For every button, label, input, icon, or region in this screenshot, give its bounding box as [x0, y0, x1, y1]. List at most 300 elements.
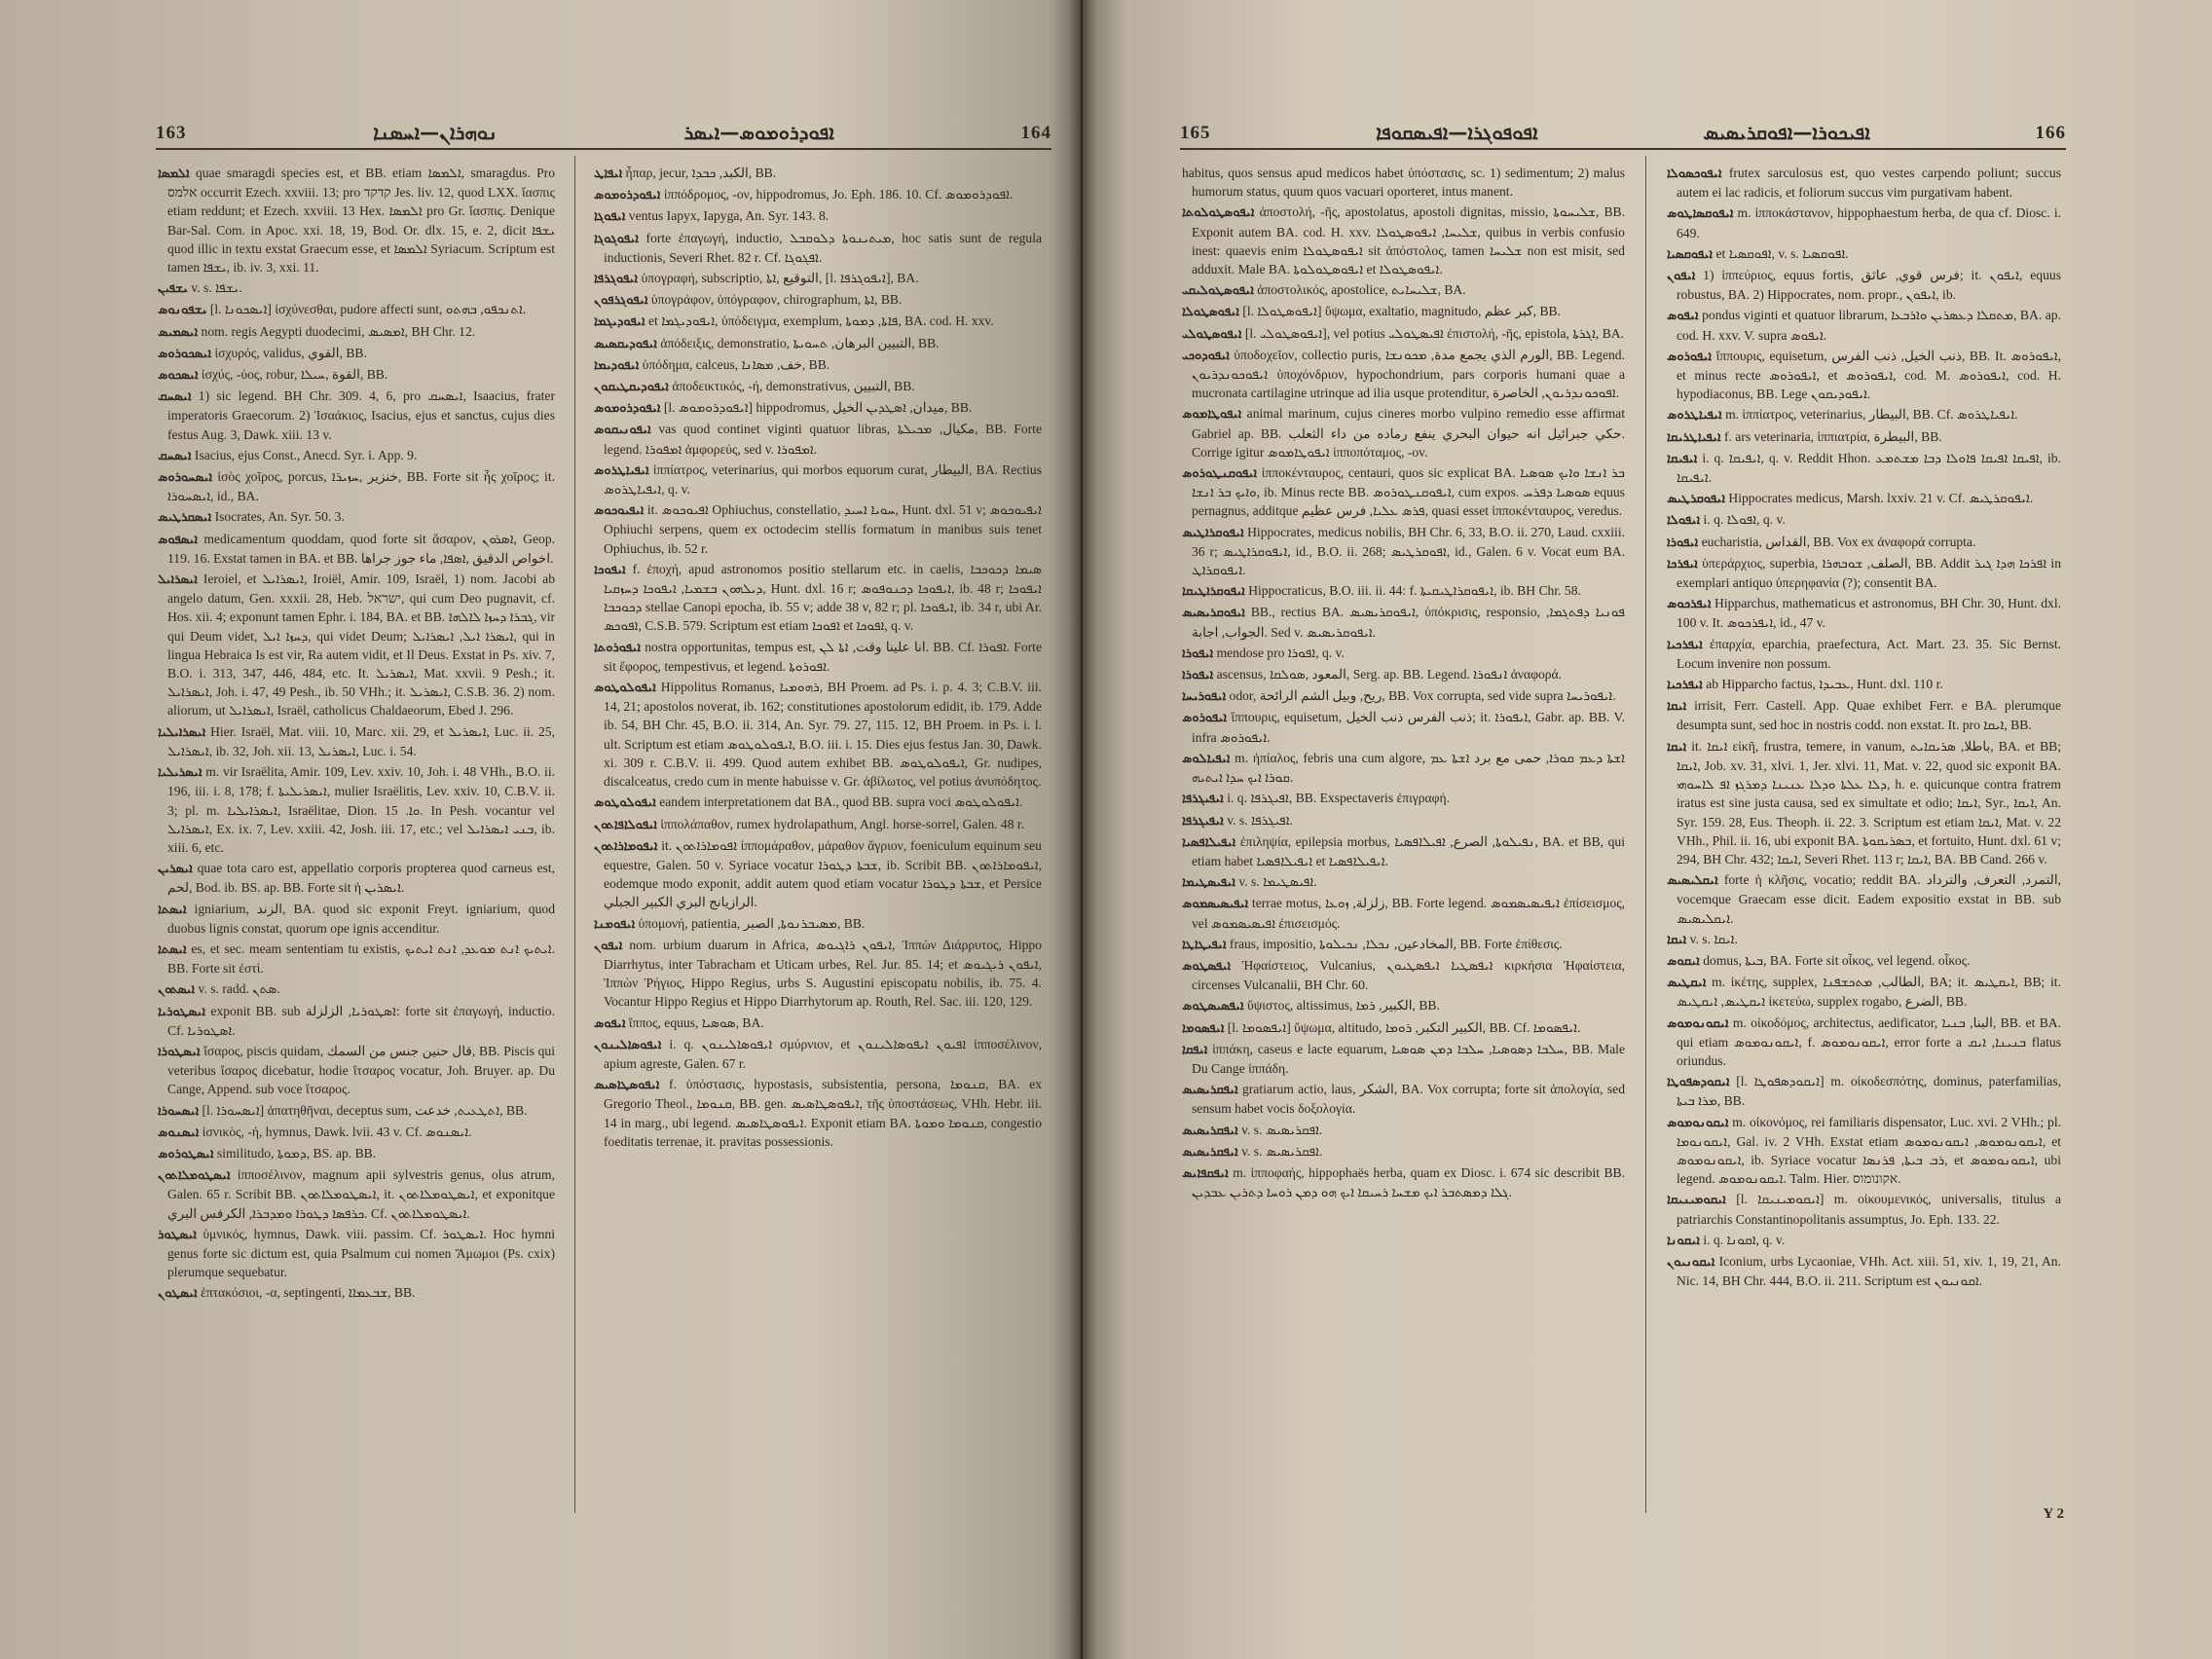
entry-definition: v. s. ܐܦܝܣܛܝܡܐ.	[1238, 874, 1317, 890]
dictionary-entry	[1182, 686, 1625, 706]
dictionary-entry	[1182, 164, 1625, 201]
entry-definition: forte ἐπαγωγή, inductio, ܡܝܬܝܢܘܬܐ ܕܠܘܩܒܠ, hoc satis sunt de regula inductionis, Severi Rhet. 82 r. Cf. ܐܦܓܘܓܐ.	[604, 230, 1042, 265]
dictionary-entry	[158, 278, 555, 298]
dictionary-entry	[1667, 347, 2061, 404]
entry-definition: m. ἠπίαλος, febris una cum algore, ܐܫܬܐ ܕܥܡ ܩܘܪܐ, حمى مع برد ܐܫܬܐ ܥܡ ܩܘܪܐ ܐܝܟ ܚܕܐ ܐܝܬܝܗ.	[1192, 750, 1625, 786]
dictionary-entry	[1182, 872, 1625, 892]
entry-headword: ܐܝܦܘܩܢܛܘܪܘܣ	[1182, 466, 1258, 482]
dictionary-entry	[158, 762, 555, 857]
entry-headword: ܐܝܦܘܩܪܐܛܝܩܐ	[1182, 584, 1245, 600]
entry-headword: ܐܝܦܘܕܝܩܛܝܩܘܢ	[594, 380, 669, 395]
entry-definition: 1) sic legend. BH Chr. 309. 4, 6, pro ܐܝܣܚܩ, Isaacius, frater imperatoris Graecorum. 2) Ἰσαάκιος, Isacius, ejus et sanctus, cujus dies festus Aug. 3, Dawk. xiii. 13 v.	[167, 388, 555, 442]
entry-definition: [l. ܐܝܩܘܕܣܦܘܛܐ] m. οἰκοδεσπότης, dominus, paterfamilias, ܡܪܐ ܒܝܬܐ, BB.	[1677, 1074, 2061, 1109]
right-page-header	[1180, 105, 2066, 144]
dictionary-entry	[158, 1101, 555, 1121]
dictionary-entry	[1182, 894, 1625, 932]
dictionary-entry	[1667, 244, 2061, 264]
entry-headword: ܐܝܦܘܓܪܦܘܢ	[594, 293, 648, 309]
entry-headword: ܐܝܣܛܘܢ	[158, 1286, 198, 1302]
dictionary-entry	[1182, 1040, 1625, 1078]
entry-definition: ὑπογραφή, subscriptio, التوقيع ,ܐܬܐ, [l. ܐܝܦܘܓܪܦܐ], BA.	[641, 271, 919, 286]
entry-headword: ܐܝܦܘܟܣܘܠܐ	[1667, 166, 1722, 181]
dictionary-entry	[594, 377, 1042, 396]
entry-definition: animal marinum, cujus cineres morbo vulpino remedio esse affirmat Gabriel ap. BB. حكي جبرائيل انه حيوان البحري ينفع رماده من داء الثعلب. Corrige igitur ܐܝܦܘܛܐܡܘܣ ἱπποπόταμος, -ov.	[1192, 406, 1625, 460]
entry-definition: ὑπόδημα, calceus, خف, ܡܣܐܢܐ, BB.	[642, 356, 830, 372]
entry-definition: Hippolitus Romanus, ܪܗܘܡܝܐ, BH Proem. ad Ps. i. p. 4. 3; C.B.V. iii. 14, 21; apostolos noverat, ib. 162; constitutiones apostolorum edidit, ib. 179. Adde ib. 54, BH Chr. 45, B.O. ii. 314, An. Syr. 79. 27, 115. 12, BH Proem. in Ps. i. l. ult. Scriptum est etiam ܐܝܦܘܠܘܛܘܣ, B.O. iii. i. 15. Dies ejus festus Jan. 30, Dawk. xi. 309 r. C.B.V. ii. 499. Quod autem exhibet BB. ܐܝܦܘܠܘܛܘܣ, Gr. nudipes, discalceatus, credo cum in mente habuisse v. Gr. ἀβίλωτος, vel potius ἀνυπόδητος.	[604, 680, 1042, 790]
dictionary-entry	[594, 936, 1042, 1012]
entry-definition: et ܐܝܦܘܕܝܓܡܐ, ὑπόδειγμα, exemplum, ܦܐܬܐ, ܕܡܘܬܐ, BA. cod. H. xxv.	[647, 313, 994, 329]
entry-headword: ܐܝܩܐ	[1667, 739, 1687, 755]
dictionary-entry	[1182, 708, 1625, 746]
entry-definition: ὑποδοχεῖον, collectio puris, الورم الذي يجمع مدة, ܡܟܘܢܫܐ, BB. Legend. ܐܝܦܘܟܘܢܕܪܝܘܢ ὑποχόνδριον, hypochondrium, pars corporis humani quae a mucronata cartilagine utrinque ad ilia usque protenditur, ܐܦܘܟܘܢܕܪܝܘܢ, الخاصرة.	[1192, 347, 1625, 401]
dictionary-entry	[594, 678, 1042, 791]
dictionary-entry	[594, 355, 1042, 375]
entry-definition: ἵππος, equus, ܣܘܣܝܐ, BA.	[628, 1014, 764, 1030]
entry-definition: ὑπεράρχιος, superbia, الصلف, ܫܘܒܗܪܐ, BB. Addit ܐܦܪܟܐ ܗܕܐ ܓܝܪ in exemplari antiquo ὑπερηφανία (?); consentit BA.	[1677, 555, 2061, 591]
entry-headword: ܐܝܣܛܘܪ	[158, 1227, 197, 1242]
dictionary-entry	[1667, 266, 2061, 304]
entry-definition: Ἡφαίστειος, Vulcanius, ܐܝܦܣܛܝܐ ܐܝܦܣܛܝܘܢ κιρκήσια Ἡφαίστεια, circenses Vulcanalii, BH Chr. 60.	[1192, 957, 1625, 993]
dictionary-entry	[158, 1042, 555, 1099]
entry-definition: et ܐܦܘܩܣܝܐ, v. s. ܐܦܘܩܣܝܐ.	[1715, 245, 1849, 261]
dictionary-entry	[1182, 1080, 1625, 1118]
running-head-166: ܐܦܝܟܘܪܐ—ܐܦܘܩܪܝܣܝܣ	[1703, 121, 1870, 144]
entry-headword: ܐܝܣܟܘܣ	[158, 368, 199, 384]
entry-headword: ܐܝܦܘܕܪܘܡܘܣ	[594, 401, 661, 417]
dictionary-entry	[1667, 1113, 2061, 1189]
dictionary-entry	[158, 1123, 555, 1142]
dictionary-entry	[1667, 203, 2061, 241]
dictionary-entry	[1667, 306, 2061, 344]
entry-headword: ܐܝܦܪܟܘܣ	[1667, 597, 1712, 612]
entry-definition: medicamentum quoddam, quod forte sit ἄσαρον, ܐܣܪܘܢ, Geop. 119. 16. Exstat tamen in BA. et BB. اخواص الدقيق ,ܐܣܦܐ, ماء جوز جراها.	[167, 531, 555, 566]
entry-definition: [l. ܐܝܦܘܣܛܘܠܐ] ὕψωμα, exaltatio, magnitudo, كبر عظم, BB.	[1242, 304, 1561, 319]
entry-headword: ܐܝܦܘܢ	[594, 938, 623, 953]
running-head-164: ܐܦܘܕܪܘܡܘܣ—ܐܝܣܪ	[683, 121, 834, 144]
column-divider	[574, 156, 575, 1513]
left-page-header	[156, 105, 1051, 144]
entry-definition: ventus Iapyx, Iapyga, An. Syr. 143. 8.	[628, 208, 830, 224]
entry-headword: ܐܝܦܘܕܝܓܡܐ	[594, 314, 645, 330]
entry-headword: ܐܝܣܚܩ	[158, 448, 192, 463]
entry-headword: ܐܝܦܘܣܛܘܠܘܬܐ	[1182, 205, 1255, 221]
entry-definition: frutex sarculosus est, quo vestes carpendo poliunt; succus autem ei lac radicis, et foliorum succus vim purgativam habent.	[1677, 166, 2061, 201]
entry-headword: ܐܝܣܦܘܣ	[158, 532, 199, 547]
dictionary-entry	[158, 1165, 555, 1223]
dictionary-entry	[1667, 510, 2061, 530]
entry-headword: ܐܝܦܘܡܢܐ	[594, 916, 636, 932]
entry-headword: ܐܝܩܛܝܣ	[1667, 976, 1707, 991]
entry-headword: ܐܝܦܝܠܐܦܣܝܐ	[1182, 834, 1236, 850]
entry-headword: ܐܝܩܘܢܘܡܘܣ	[1667, 1115, 1729, 1130]
dictionary-entry	[158, 467, 555, 505]
entry-definition: ὑμνικός, hymnus, Dawk. viii. passim. Cf. ܐܝܣܛܘܪ. Hoc hymni genus forte sic dictum est, quia Psalmum cui nomen Ἄμωμοι (Ps. cxix) plerumque sequebatur.	[167, 1226, 555, 1280]
entry-definition: i. q. ܐܝܦܝܩܐ, q. v. Reddit Hhon. ܐܦܝܩܐ ܐܦܝܩܐ ܦܐܘܠܐ ܕܒܐ ܡܫܬܡܥ, ib. ܐܝܦܝܩܐ.	[1677, 450, 2061, 486]
entry-definition: [l. ܐܝܣܚܘܪܐ] ἀπατηθῆναι, deceptus sum, ܐܬܛܥܝܬ, خدعت, BB.	[202, 1102, 528, 1118]
entry-definition: m. ἱπποκάστανον, hippophaestum herba, de qua cf. Diosc. i. 649.	[1677, 205, 2061, 240]
entry-headword: ܐܝܣܬܘܢ	[158, 982, 196, 998]
entry-definition: ἴσαρος, piscis quidam, قال حنين جنس من السمك, BB. Piscis qui veteribus ἴσαρος dicebatur, hodie ἴτσαρος vocatur, Joh. Bruyer. ap. Du Cange, Append. sub voce ἴτσαρος.	[167, 1043, 555, 1097]
entry-definition: habitus, quos sensus apud medicos habet ὑπόστασις, sc. 1) sedimentum; 2) malus humorum status, quum quos vacuari oporteret, intus manent.	[1182, 166, 1625, 200]
dictionary-entry	[594, 398, 1042, 418]
entry-definition: nostra opportunitas, tempus est, انا علينا وقت, ܐܬܐ ܠܢ. BB. Cf. ܐܦܘܪܐ. Forte sit ἔφορος, tempestivus, et legend. ܐܦܘܪܘܬܐ.	[604, 639, 1042, 674]
dictionary-entry	[1182, 1142, 1625, 1161]
dictionary-entry	[594, 836, 1042, 912]
entry-headword: ܐܝܦܘܕܪܘܡܘܣ	[594, 188, 661, 203]
entry-headword: ܐܝܦܝܛܐܛܐ	[1182, 937, 1227, 952]
dictionary-entry	[158, 1225, 555, 1282]
entry-definition: 1) ἱππεύριος, equus fortis, فرس قوي, عاثق; it. ܐܝܦܘܢ, equus robustus, BA. 2) Hippocrates, nom. propr., ܐܝܦܘܢ, ib.	[1677, 268, 2061, 303]
entry-definition: igniarium, الزند, BA. quod sic exponit Freyt. igniarium, quod duobus lignis constat, quorum ope ignis accenditur.	[167, 901, 555, 936]
entry-headword: ܐܝܣܢܘܣ	[158, 1124, 200, 1140]
page-number-166: 166	[2035, 123, 2066, 143]
dictionary-entry	[1182, 280, 1625, 300]
page-number-163: 163	[156, 123, 187, 143]
entry-headword: ܐܝܣܛܘܪܘܣ	[158, 1146, 214, 1161]
dictionary-entry	[158, 900, 555, 938]
entry-headword: ܐܝܣܛܘܡܠܐܬܘܢ	[158, 1168, 231, 1184]
entry-headword: ܐܝܦܘܩܪܐܛܝܣ	[1182, 525, 1244, 540]
dictionary-entry	[158, 365, 555, 385]
dictionary-entry	[1182, 811, 1625, 830]
dictionary-entry	[594, 461, 1042, 498]
entry-definition: [l. ܐܝܦܘܕܪܘܡܘܣ] hippodromus, ميدان, ܐܣܛܕܝܢ الخيل, BB.	[663, 400, 973, 416]
entry-definition: v. s. ܐܦܩܪܝܣܝܣ.	[1241, 1122, 1323, 1137]
dictionary-entry	[1667, 1252, 2061, 1290]
entry-definition: f. ὑπόστασις, hypostasis, subsistentia, persona, ܩܢܘܡܐ, BA. ex Gregorio Theol., ܩܢܘܡܐ, BB. gen. ܐܝܦܘܣܛܐܣܝܣ, τῆς ὑποστάσεως, VHh. Hebr. iii. 14 in marg., ubi legend. ܐܝܦܘܣܛܐܣܝܣ. Exponit etiam BA. ܩܢܘܡܐ ܘܡܘܬܐ, congestio foeditatis terrenae, it. pravitas possessionis.	[604, 1077, 1042, 1149]
entry-headword: ܐܝܦܘܣܛܘܠܐ	[1182, 305, 1239, 320]
entry-headword: ܐܝܦܘܪܐ	[1182, 645, 1214, 661]
dictionary-entry	[1182, 749, 1625, 787]
dictionary-entry	[1182, 346, 1625, 403]
entry-definition: i. q. ܐܝܦܘܣܐܠܝܢܘܢ σμύρνιον, et ܐܦܝܘܢ ܐܝܦܘܣܐܠܝܢܘܢ ἱπποσέλινον, apium agreste, Galen. 67 r.	[604, 1036, 1042, 1071]
dictionary-entry	[1667, 1014, 2061, 1071]
entry-definition: ἱπποκένταυρος, centauri, quos sic explicat BA. ܒܪ ܐܢܫܐ ܘܐܝܟ ܣܘܣܝܐ ܘܐܝܟ ܒܪ ܐܢܫܐ, ib. Minus recte BB. ܐܝܦܘܩܢܛܘܪܘܣ, cum expos. ܣܘܣܝܐ ܕܦܪܚ equus pernagnus, additque ܦܪܣ ܥܠܝܐ, فرس عظيم, quasi esset ἱπποκένταυρος, veredus.	[1192, 465, 1625, 519]
dictionary-entry	[1667, 1231, 2061, 1250]
running-head-163: ܢܘܗܪܐܢ—ܐܚܣܢܐ	[373, 121, 498, 144]
entry-definition: domus, ܒܝܬܐ, BA. Forte sit οἶκος, vel legend. οἶκος.	[1703, 952, 1971, 968]
entry-definition: [l. ܐܝܩܘܡܝܢܝܩܐ] m. οἰκουμενικός, universalis, titulus a patriarchis Constantinopolitanis assumptus, Jo. Eph. 133. 22.	[1677, 1192, 2061, 1227]
entry-headword: ܐܝܦܘܕܝܩܣܝܣ	[594, 336, 657, 351]
dictionary-entry	[1182, 665, 1625, 684]
dictionary-entry	[1667, 554, 2061, 592]
entry-definition: gratiarum actio, laus, الشكر, BA. Vox corrupta; forte sit ἀπολογία, sed sensum habet vocis δοξολογία.	[1192, 1082, 1625, 1117]
entry-definition: ἵππουρις, equisetum, ذنب الفرس ذنب الخيل; it. ܐܝܦܘܪܐ, Gabr. ap. BB. V. infra ܐܝܦܘܪܘܣ.	[1192, 710, 1625, 745]
entry-definition: quae smaragdi species est, et BB. etiam ܐܠܡܣܐ, smaragdus. Pro אלמס occurrit Ezech. xxviii. 13; pro קדקד Jes. liv. 12, quod LXX. ἴασπις etiam reddunt; et Ezech. xxviii. 13 Hex. ܐܠܡܣܐ pro Gr. ἴασπις. Denique Bar-Sal. Com. in Apoc. xxi. 18, 19, Bod. Or. dlx. 15, e. 2, dicit ܝܫܦܐ quod illic in textu exstat Graecum esse, et ܐܠܡܣܐ Syriacum. Scriptum est tamen ܝܫܦܐ, ib. iv. 3, xxi. 11.	[167, 166, 555, 276]
dictionary-entry	[1182, 302, 1625, 321]
dictionary-entry	[1667, 1190, 2061, 1228]
entry-headword: ܐܝܦܘܣܛܐܣܝܣ	[594, 1078, 660, 1093]
entry-headword: ܐܝܦܪܟܐ	[1667, 556, 1698, 571]
entry-headword: ܐܝܦܝܐܠܘܣ	[1182, 751, 1231, 766]
entry-definition: ascensus, المعود ,ܣܘܠܩܐ, Serg. ap. BB. Legend. ܐܢܦܘܪܐ ἀναφορά.	[1216, 667, 1563, 682]
dictionary-entry	[1182, 404, 1625, 461]
entry-headword: ܐܝܦܩܪܝܣܝܣ	[1182, 1083, 1238, 1098]
dictionary-entry	[1667, 594, 2061, 632]
entry-headword: ܐܝܣܚܩ	[158, 389, 192, 405]
dictionary-entry	[594, 1075, 1042, 1151]
entry-definition: fraus, impositio, المخادعين, ܢܟܠܐ, ܢܟܝܠܘܬܐ, BB. Forte ἐπίθεσις.	[1229, 936, 1563, 951]
entry-headword: ܐܝܣܪܐܝܠ	[158, 572, 198, 588]
entry-definition: Hippocrates medicus, Marsh. lxxiv. 21 v. Cf. ܐܝܦܘܩܪܛܝܣ.	[1728, 491, 2034, 506]
entry-definition: f. ars veterinaria, ἱππιατρία, البيطرة, BB.	[1723, 428, 1942, 444]
entry-definition: ἰσνικὸς, -ή, hymnus, Dawk. lvii. 43 v. Cf. ܐܝܣܢܘܣ.	[202, 1124, 472, 1139]
entry-headword: ܐܝܦܩܐ	[1182, 1042, 1208, 1057]
entry-headword: ܐܝܦܘܩܪܝܣܝܣ	[1182, 606, 1245, 621]
entry-headword: ܐܝܣܬܐ	[158, 902, 187, 917]
dictionary-entry	[594, 164, 1042, 183]
dictionary-entry	[1667, 951, 2061, 971]
entry-headword: ܐܝܦܘܪܝܚܐ	[1182, 689, 1227, 705]
dictionary-entry	[594, 914, 1042, 934]
dictionary-entry	[158, 940, 555, 977]
entry-headword: ܐܝܦܩܦܐܝܣ	[1182, 1165, 1229, 1181]
entry-definition: ἰσχύς, -ύος, robur, القوة ,ܚܝܠܐ, BB.	[201, 367, 388, 383]
entry-headword: ܐܝܦܝܓܪܦܐ	[1182, 813, 1224, 829]
entry-headword: ܐܝܣܛܘܪܝܐ	[158, 1004, 205, 1019]
dictionary-entry	[1182, 832, 1625, 870]
entry-headword: ܐܝܦܘܣ	[1667, 309, 1699, 324]
entry-headword: ܐܝܣܚܘܪܘܣ	[158, 470, 213, 486]
entry-definition: eandem interpretationem dat BA., quod BB. supra voci ܐܝܦܘܠܘܛܘܣ.	[659, 794, 1023, 810]
entry-definition: forte ἡ κλῆσις, vocatio; reddit BA. التمرد, التعرف, والترداد, vocemque Graecam esse dicit. Eadem expositio exstat in BB. sub ܐܝܩܠܝܣܝܣ.	[1677, 872, 2061, 926]
entry-headword: ܐܝܣܪܝܢ	[158, 862, 193, 877]
entry-headword: ܐܝܦܘܛܐܡܘܣ	[1182, 407, 1242, 423]
dictionary-entry	[594, 206, 1042, 226]
entry-headword: ܐܝܦܘܩܪܛܝܣ	[1667, 492, 1725, 507]
entry-headword: ܐܝܩܘܢܘܡܘܣ	[1667, 1015, 1729, 1031]
dictionary-entry	[1182, 463, 1625, 521]
entry-definition: pondus viginti et quatuor librarum, ܡܬܩܠܐ ܕܥܣܪܝܢ ܘܐܪܒܥܐ, BA. ap. cod. H. xxv. V. supra ܐܝܦܘܣ.	[1677, 308, 2061, 343]
entry-definition: [l. ܐܝܦܣܘܡܐ] ὕψωμα, altitudo, الكبير التكبر, ܪܘܡܐ, BB. Cf. ܐܝܦܣܘܡܐ.	[1227, 1019, 1581, 1035]
left-page	[0, 0, 1081, 1659]
column-166	[1667, 164, 2061, 1513]
entry-definition: i. q. ܐܩܘܢܐ, q. v.	[1703, 1232, 1786, 1247]
dictionary-entry	[1182, 581, 1625, 601]
entry-definition: v. s. ܐܦܩܪܝܣܝܣ.	[1241, 1143, 1323, 1159]
entry-headword: ܐܝܦܝܣܛܝܡܐ	[1182, 875, 1235, 891]
dictionary-entry	[1667, 737, 2061, 868]
dictionary-entry	[1667, 1072, 2061, 1110]
entry-definition: ἱππίατρος, veterinarius, qui morbos equorum curat, البيطار, BA. Rectius ܐܝܦܝܐܛܪܘܣ, q. v.	[604, 461, 1042, 498]
dictionary-entry	[158, 1144, 555, 1163]
dictionary-entry	[158, 322, 555, 342]
dictionary-entry	[594, 815, 1042, 834]
entry-headword: ܐܝܣܩܪܛܝܣ	[158, 510, 212, 526]
dictionary-entry	[1182, 956, 1625, 994]
entry-definition: quae tota caro est, appellatio corporis propterea quod carneus est, لحم, Bod. ib. BS. ap. BB. Forte sit ἡ ܐܝܣܪܝܢ.	[167, 861, 555, 896]
dictionary-entry	[1667, 635, 2061, 673]
dictionary-entry	[1182, 203, 1625, 278]
entry-definition: nom. regis Aegypti duodecimi, ܐܡܣܝܣ, BH Chr. 12.	[201, 323, 476, 339]
dictionary-entry	[1182, 603, 1625, 641]
dictionary-entry	[594, 290, 1042, 310]
entry-definition: Isacius, ejus Const., Anecd. Syr. i. App. 9.	[194, 447, 418, 462]
entry-definition: Isocrates, An. Syr. 50. 3.	[214, 509, 345, 525]
entry-headword: ܐܝܦܝܓܪܦܐ	[1182, 792, 1224, 807]
entry-headword: ܐܝܦܘܢ	[1667, 269, 1696, 284]
dictionary-entry	[1667, 164, 2061, 202]
dictionary-entry	[594, 420, 1042, 458]
entry-headword: ܐܠܡܣܐ	[158, 166, 190, 181]
entry-definition: similitudo, ܕܡܘܬܐ, BS. ap. BB.	[216, 1145, 377, 1161]
entry-definition: i. q. ܐܦܘܠܐ, q. v.	[1703, 512, 1786, 528]
entry-headword: ܐܝܦܘܣ	[594, 1015, 626, 1031]
entry-definition: m. vir Israëlita, Amir. 109, Lev. xxiv. 10, Joh. i. 48 VHh., B.O. ii. 196, iii. i. 8, 178; f. ܐܝܣܪܝܠܝܬܐ, mulier Israëlitis, Lev. xxiv. 10, C.B.V. ii. 3; pl. m. ܐܝܣܪܐܝܠܝܐ, Israëlitae, Dion. ܘܐ. 15. In Pesh. vocantur vel ܐܝܣܪܐܝܠ, Ex. ix. 7, Lev. xxiii. 42, Josh. iii. 17, etc.; vel ܒܢܝ ܐܝܣܪܐܝܠ, ib. xiii. 6, etc.	[167, 764, 555, 855]
entry-headword: ܐܝܣܛܘܪܐ	[158, 1044, 201, 1059]
dictionary-entry	[1182, 996, 1625, 1015]
dictionary-entry	[1667, 405, 2061, 424]
entry-headword: ܐܝܦܘܩܣܐܛܘܣ	[1667, 206, 1734, 222]
entry-headword: ܐܝܦܘܪܐ	[1667, 535, 1699, 550]
entry-headword: ܐܝܦܘܓܐ	[594, 209, 626, 225]
entry-definition: v. s. ܐܦܝܓܪܦܐ.	[1227, 812, 1293, 828]
running-head-165: ܐܦܘܦܘܓܪܐ—ܐܦܝܣܩܘܦܐ	[1376, 121, 1538, 144]
entry-definition: ἧπαρ, jecur, الكبد, ܟܒܕܐ, BB.	[625, 166, 777, 180]
column-163	[158, 164, 555, 1513]
entry-headword: ܐܝܦܘܕܘܟܝ	[1182, 348, 1230, 363]
dictionary-entry	[158, 446, 555, 465]
entry-definition: irrisit, Ferr. Castell. App. Quae exhibet Ferr. e BA. plerumque desumpta sunt, sed hoc in nostris codd. non exstat. It. pro ܐܝܩܐ, BB.	[1677, 698, 2061, 733]
entry-definition: Ieroiel, et ܐܝܣܪܐܝܠ, Iroiël, Amir. 109, Israël, 1) nom. Jacobi ab angelo datum, Gen. xxxii. 28, Heb. ישראל, qui cum Deo pugnavit, cf. Hos. xii. 4; exponunt tamen Ephr. i. 184, BA. et BB. ܓܒܪܐ ܕܚܙܐ ܠܐܠܗܐ, vir qui Deum videt, ܕܚܙܐ ܐܝܠ, qui videt Deum; ܐܝܣܪܐ ܐܝܠ, ܐܝܣܪܐܝܠ, qui in lingua Hebraica Is est vir, Ra autem vidit, et Il Deus. Exstat in Ps. xiv. 7, B.O. i. 313, 347, 446, 484, etc. It. ܐܝܣܪܝܠ, Mat. xxvii. 9 Pesh.; it. ܐܝܣܪܐܝܠ, Joh. i. 47, 49 Pesh., ib. 50 VHh.; it. ܐܝܣܪܝܠ, C.S.B. 36. 2) nom. aliorum, ut ܐܝܣܪܐܝܠ, Israël, catholicus Chaldaeorum, Ebed J. 296.	[167, 571, 555, 719]
dictionary-entry	[158, 344, 555, 363]
entry-headword: ܐܝܦܘܪܐ	[1182, 668, 1214, 683]
dictionary-entry	[158, 530, 555, 568]
dictionary-entry	[1182, 324, 1625, 344]
entry-definition: ἀποδεικτικός, -ή, demonstrativus, التبيين, BB.	[672, 379, 915, 394]
dictionary-entry	[158, 570, 555, 720]
dictionary-entry	[1667, 696, 2061, 734]
entry-headword: ܐܝܦܘܠܘܛܘܣ	[594, 795, 656, 811]
entry-headword: ܐܝܦܘܣܛܘܠܝ	[1182, 326, 1242, 342]
entry-headword: ܐܝܦܝܩܐ	[1667, 451, 1698, 466]
entry-definition: i. q. ܐܦܝܓܪܦܐ, BB. Exspectaveris ἐπιγραφή.	[1227, 791, 1451, 806]
dictionary-entry	[594, 1035, 1042, 1073]
entry-definition: ἀποστολή, -ῆς, apostolatus, apostoli dignitas, missio, ܫܠܝܚܘܬܐ, BB. Exponit autem BA. cod. H. xxv. ܫܠܝܚܐ, ܐܝܦܘܣܛܘܠܐ, quibus in verbis confusio inest: quaevis enim ܐܝܦܘܣܛܘܠܐ sit ἀπόστολος, tamen ܫܠܝܚܐ non est misit, sed adduxit. Male BA. ܐܝܦܘܣܛܘܠܘܬܐ et ܐܝܦܘܣܛܘܠܐ.	[1192, 204, 1625, 277]
entry-definition: ἑπτακόσιοι, -α, septingenti, ܫܒܥܡܐܐ, BB.	[201, 1285, 416, 1301]
entry-headword: ܐܝܦܩܪܝܣܝܣ	[1182, 1144, 1238, 1160]
entry-headword: ܐܝܣܪܝܠܝܐ	[158, 765, 203, 781]
dictionary-entry	[1667, 449, 2061, 487]
dictionary-entry	[1667, 930, 2061, 949]
dictionary-entry	[1182, 1121, 1625, 1140]
entry-definition: it. ܐܝܩܐ εἰκῆ, frustra, temere, in vanum, باطلا, ܣܪܝܩܐܝܬ, BA. et BB; ܐܝܩܐ, Job. xv. 31, xlvi. 1, Jer. xlvi. 11, Mat. v. 22, quod sic exponit BA. ܕܠܐ ܥܠܬܐ ܘܕܠܐ ܥܢܝܢܐ ܕܡܪܓܙ ܐܦ ܠܐܚܘܗܝ, h. e. quicunque contra fratrem iratus est sine justa causa, sed ex simultate et odio; ܐܝܩܐ, Syr., ܐܝܩܐ, An. Syr. 159. 28, Eus. Theoph. ii. 22. 3. Scriptum est etiam ܐܝܩܐ, Mat. v. 22 VHh., Phil. ii. 16, ubi exponit BA. ܒܣܪܝܩܘܬܐ, et fortuito, Hunt. dxl. 61 v; 294, BH Chr. 432; ܐܝܩܐ, Severi Rhet. 113 r; ܐܝܩܐ, BA. BB Cand. 266 v.	[1677, 738, 2061, 866]
entry-headword: ܐܝܦܘܓܘܓܐ	[594, 231, 639, 246]
dictionary-entry	[594, 334, 1042, 353]
entry-headword: ܐܝܦܘܣܛܘܠܝܩܝ	[1182, 283, 1254, 299]
dictionary-entry	[158, 979, 555, 999]
dictionary-entry	[594, 638, 1042, 676]
entry-definition: ἰσὸς χοῖρος, porcus, خنزير ,ܚܙܝܪܐ, BB. Forte sit ἧς χοῖρος; it. ܐܝܣܚܘܪܐ, id., BA.	[167, 469, 555, 504]
entry-headword: ܐܝܦܝܣܝܣܡܘܣ	[1182, 897, 1249, 912]
dictionary-entry	[1667, 675, 2061, 694]
column-164	[594, 164, 1042, 1513]
entry-definition: ab Hipparcho factus, ܥܒܝܕܐ, Hunt. dxl. 110 r.	[1706, 677, 1943, 692]
entry-headword: ܐܝܦܘܪܘܣ	[1182, 711, 1228, 726]
dictionary-entry	[158, 300, 555, 319]
entry-definition: [l. ܐܝܣܟܘܢܐ] ἰσχύνεσθαι, pudore affecti sunt, ܐܬܢܟܦܘ, ܒܗܬܘ.	[209, 302, 527, 317]
entry-definition: nom. urbium duarum in Africa, ܐܝܦܘܢ ܪܐܓܝܘܣ, Ἱππὼν Διάρρυτος, Hippo Diarrhytus, inter Tabracham et Uticam urbes, Rel. Jur. 85. 14; et ܐܝܦܘܢ ܪܝܓܝܘܣ, Ἱππὼν Ῥήγιος, Hippo Regius, urbs S. Augustini episcopatu nobilis, ib. 75. 4. Vocantur Hippo Regius et Hippo Diarrhytorum ap. Routh, Rel. Sac. iii. 120, 129.	[604, 937, 1042, 1010]
entry-definition: Hipparchus, mathematicus et astronomus, BH Chr. 30, Hunt. dxl. 100 v. It. ܐܝܦܪܟܘܣ, id., 47 v.	[1677, 596, 2061, 631]
entry-definition: es, et sec. meam sententiam tu existis, ܐܝܬܝܟ ܐܢܬ ܡܘܥܕ, ܐܢܬ ܐܝܬܝܟ. BB. Forte sit ἐστὶ.	[167, 940, 555, 977]
entry-definition: ἀπόδειξις, demonstratio, التبيين البرهان, ܬܚܘܝܬܐ, BB.	[660, 335, 940, 350]
entry-headword: ܐܝܦܘܕܝܡܐ	[594, 357, 640, 373]
right-page	[1083, 0, 2212, 1659]
entry-headword: ܐܝܦܝܐܛܪܝܩܐ	[1667, 429, 1721, 445]
column-165	[1182, 164, 1625, 1513]
dictionary-entry	[594, 1014, 1042, 1033]
dictionary-entry	[594, 312, 1042, 331]
entry-headword: ܐܝܩܘܢܐ	[1667, 1233, 1700, 1248]
dictionary-entry	[158, 1002, 555, 1040]
entry-definition: Iconium, urbs Lycaoniae, VHh. Act. xiii. 51, xiv. 1, 19, 21, An. Nic. 14, BH Chr. 444, B.O. ii. 211. Scriptum est ܐܩܘܢܝܘܢ.	[1677, 1253, 2061, 1289]
entry-headword: ܐܝܦܪܟܝܐ	[1667, 678, 1703, 693]
entry-definition: ἰσχυρός, validus, القوي, BB.	[214, 345, 367, 360]
entry-definition: exponit BB. sub ܐܣܛܘܪܝܐ, الزلزلة: forte sit ἐπαγωγή, inductio. Cf. ܐܣܛܘܪܝܐ.	[167, 1003, 555, 1038]
entry-definition: ἐπιληψία, epilepsia morbus, ܢܦܝܠܘܬܐ, الصرع, ܐܦܝܠܐܦܣܝܐ, BA. et BB, qui etiam habet ܐܝܦܝܠܐܦܣܝܐ et ܐܝܦܝܠܐܦܣܝܐ.	[1192, 833, 1625, 868]
entry-headword: ܐܝܩܘܣ	[1667, 953, 1700, 969]
dictionary-entry	[594, 793, 1042, 812]
entry-headword: ܝܫܦܝܢ	[158, 281, 188, 297]
dictionary-entry	[158, 387, 555, 444]
dictionary-entry	[1667, 533, 2061, 552]
entry-headword: ܐܝܦܝܐܛܪܘܣ	[1667, 408, 1722, 424]
entry-definition: [l. ܐܝܦܘܣܛܘܠܝ], vel potius ܐܦܝܣܛܘܠܝ ἐπιστολή, -ῆς, epistola, ܐܓܪܬܐ, BA.	[1244, 325, 1625, 341]
entry-headword: ܐܝܦܘܡܐܪܐܬܘܢ	[594, 838, 658, 854]
entry-definition: v. s. ܐܝܩܐ.	[1689, 931, 1738, 946]
entry-headword: ܐܝܦܘܩܣܝܐ	[1667, 246, 1714, 262]
dictionary-entry	[1667, 427, 2061, 447]
entry-headword: ܐܝܦܘܣܐܠܝܢܘܢ	[594, 1037, 662, 1052]
entry-headword: ܐܝܣܟܘܪܘܣ	[158, 346, 212, 361]
entry-headword: ܝܫܦܘܢܘܣ	[158, 303, 207, 318]
entry-definition: ἀποστολικός, apostolice, ܫܠܝܚܐܝܬ, BA.	[1257, 282, 1466, 298]
entry-headword: ܐܝܩܠܝܣܝܣ	[1667, 873, 1718, 889]
entry-headword: ܐܝܦܣܛܘܣ	[1182, 958, 1232, 974]
entry-headword: ܐܝܦܘܠܘܛܘܣ	[594, 681, 656, 696]
signature-mark: Y 2	[2043, 1506, 2064, 1522]
entry-headword: ܐܝܩܘܢܝܘܢ	[1667, 1254, 1715, 1270]
entry-headword: ܐܝܦܘܢܝܩܘܣ	[594, 423, 651, 438]
entry-definition: m. ἱππίατρος, veterinarius, البيطار, BB. Cf. ܐܝܦܝܐܛܪܘܣ.	[1725, 407, 2018, 423]
entry-definition: ἱππολάπαθον, rumex hydrolapathum, Angl. horse-sorrel, Galen. 48 r.	[660, 816, 1025, 831]
dictionary-entry	[1182, 789, 1625, 808]
entry-headword: ܐܝܦܘܪܘܣ	[1667, 349, 1713, 364]
dictionary-entry	[1667, 973, 2061, 1011]
entry-definition: m. οἰκοδόμος, architectus, aedificator, البنا, ܒܢܝܐ, BB. et BA. qui etiam ܐܝܩܘܢܘܡܘܣ, f. ܐܝܩܘܢܘܡܘܣ, error forte a ܒܢܝܢܐ, ܐܝܩ flatus oriundus.	[1677, 1014, 2061, 1068]
entry-definition: ἵππουρις, equisetum, ذنب الخيل, ذنب الفرس, BB. It. ܐܝܦܘܪܘܣ, et minus recte ܐܝܦܘܪܘܣ, et ܐܝܦܘܪܘܣ, cod. M. ܐܝܦܘܪܘܣ, cod. H. hypodiaconus, BB. Lege ܐܝܦܘܕܝܩܘܢ.	[1677, 348, 2061, 402]
book-gutter	[1069, 0, 1096, 1659]
entry-definition: m. ἱκέτης, supplex, الطالب, ܡܬܟܫܦܢܐ, BA; it. ܐܝܩܛܝܣ, BB; it. ܐܝܩܛܝܣ, ܐܝܩܛܝܣ ἱκετεύω, supplex rogabo, الضرع, BB.	[1677, 975, 2061, 1010]
entry-headword: ܐܝܦܩܪܝܣܝܣ	[1182, 1123, 1238, 1138]
dictionary-entry	[1182, 1018, 1625, 1038]
entry-definition: ὑπομονή, patientia, ܡܣܝܒܪܢܘܬܐ, الصبر, BB.	[638, 915, 866, 931]
dictionary-entry	[158, 507, 555, 527]
dictionary-entry	[594, 185, 1042, 204]
entry-definition: it. ܐܦܝܘܟܘܣ Ophiuchus, constellatio, ܚܘܝܐ ܐܚܝܕ, Hunt. dxl. 51 v; ܐܝܦܝܘܟܘܣ Ophiuchi serpens, quem ex octodecim stellis formatum in manibus suis tenet Ophiuchus, ib. 52 r.	[604, 502, 1042, 556]
dictionary-entry	[158, 164, 555, 276]
entry-definition: odor, ريح, وبيل الشم الرائحة, BB. Vox corrupta, sed vide supra ܐܝܦܘܪܝܚܐ.	[1229, 688, 1616, 704]
entry-headword: ܐܝܣܡܝܣ	[158, 324, 199, 340]
dictionary-entry	[1182, 523, 1625, 580]
entry-headword: ܐܝܦܪܟܝܐ	[1667, 637, 1703, 652]
entry-definition: it. ܐܦܘܡܐܪܐܬܘܢ ἱππομάραθον, μάραθον ἄγριον, foeniculum equinum seu equestre, Galen. 50 v. Syriace vocatur ܫܒܬܐ ܕܛܘܪܐ, ib. Scribit BB. ܐܝܦܘܡܐܪܐܬܘܢ, eodemque modo exponit, addit autem quod etiam vocatur ܫܒܬܐ ܕܛܘܪܐ, et Persice الرازيانج البري الكبير الجبلي.	[604, 837, 1042, 910]
dictionary-entry	[1182, 644, 1625, 663]
dictionary-entry	[1667, 489, 2061, 508]
entry-definition: Hier. Israël, Mat. viii. 10, Marc. xii. 29, et ܐܝܣܪܝܠ, Luc. ii. 25, ܐܝܣܪܐܝܠ, ib. 32, Joh. xii. 13, ܐܝܣܪܝܠ, Luc. i. 54.	[167, 723, 555, 758]
dictionary-entry	[594, 500, 1042, 558]
entry-headword: ܐܝܦܘܟܐ	[594, 562, 626, 577]
